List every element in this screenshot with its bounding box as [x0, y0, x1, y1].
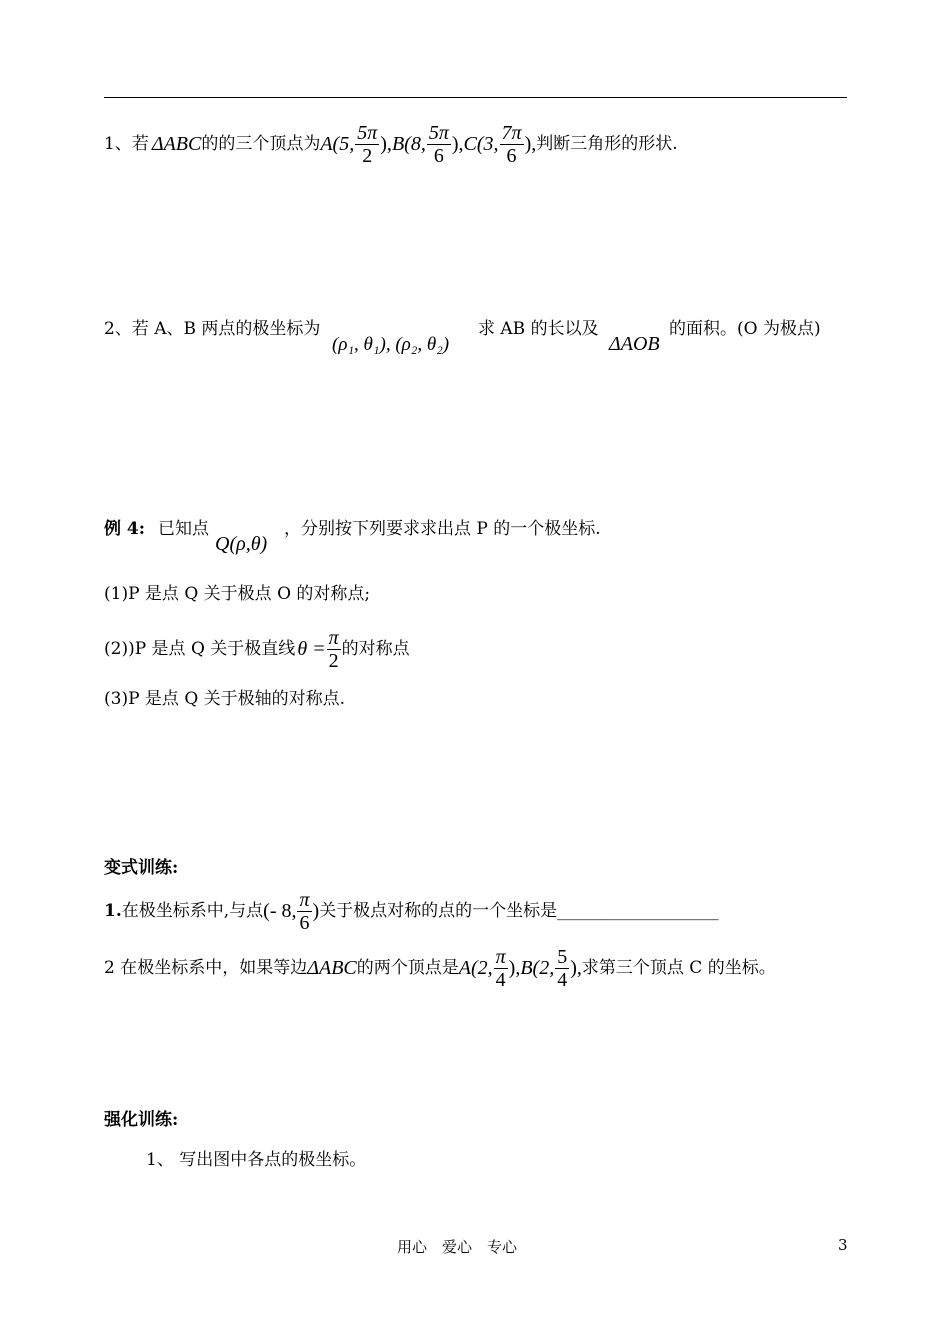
variant-heading: 变式训练: — [104, 858, 179, 878]
variant-l1-close: ) — [312, 900, 320, 922]
variant-l2-point-a: A(2, — [458, 957, 493, 979]
variant-l2-tail: 求第三个顶点 C 的坐标。 — [581, 957, 776, 978]
ex4-pre: 已知点 — [158, 519, 209, 539]
ex4-theta: θ = — [297, 638, 326, 660]
variant-l1-open: (- 8, — [263, 900, 297, 922]
ex4-point-q: Q(ρ,θ) — [215, 533, 268, 555]
ex4-item-1: (1)P 是点 Q 关于极点 O 的对称点; — [104, 584, 371, 604]
footer-motto: 用心 爱心 专心 — [397, 1238, 518, 1256]
q1-paren-c: ), — [524, 133, 537, 155]
variant-l2-frac-b: $\frac{5}{4}$ — [557, 945, 568, 991]
q1-paren-b: ), — [451, 133, 464, 155]
q1-frac-a: $\frac{5\pi}{2}$ — [357, 121, 378, 167]
variant-l2-paren-b: ), — [570, 957, 582, 979]
q2-mid: 求 AB 的长以及 — [478, 319, 599, 339]
variant-l2-paren-a: ), — [508, 957, 521, 979]
variant-l2-mid: 的两个顶点是 — [356, 957, 459, 978]
variant-line-2 — [104, 942, 776, 994]
q1-point-c: C(3, — [463, 133, 499, 155]
header-rule — [104, 97, 847, 98]
variant-line-1 — [104, 886, 719, 936]
variant-l1-num: 1. — [104, 900, 122, 921]
variant-l1-pre: 在极坐标系中,与点 — [121, 900, 264, 921]
variant-l2-triangle: ΔABC — [307, 957, 357, 979]
variant-l2-pre: 2 在极坐标系中，如果等边 — [104, 957, 308, 978]
q1-tail: 判断三角形的形状. — [536, 133, 678, 154]
q1-frac-b: $\frac{5\pi}{6}$ — [428, 121, 449, 167]
q1-point-a: A(5, — [320, 133, 355, 155]
q1-frac-c: $\frac{7\pi}{6}$ — [501, 121, 522, 167]
ex4-tail: ，分别按下列要求求出点 P 的一个极坐标. — [284, 519, 601, 539]
q1-point-b: B(8, — [391, 133, 426, 155]
ex4-item-2 — [104, 624, 410, 674]
q2-tail: 的面积。(O 为极点) — [669, 319, 821, 339]
variant-l2-point-b: B(2, — [520, 957, 555, 979]
ex4-item-2-tail: 的对称点 — [341, 638, 410, 659]
variant-l1-frac: $\frac{\pi}{6}$ — [299, 888, 310, 934]
q1-number: 1、若 — [104, 133, 149, 154]
strength-heading: 强化训练: — [104, 1110, 179, 1130]
q1-text: 的的三个顶点为 — [201, 133, 321, 154]
question-1 — [104, 118, 678, 170]
ex4-label: 例 4: — [104, 519, 146, 539]
q2-triangle: ΔAOB — [609, 333, 660, 355]
ex4-item-3: (3)P 是点 Q 关于极轴的对称点. — [104, 689, 346, 709]
page-number: 3 — [838, 1236, 848, 1254]
q2-coords: (ρ₁, θ₁), (ρ₂, θ₂) — [332, 334, 450, 355]
strength-line-1: 1、 写出图中各点的极坐标。 — [146, 1150, 367, 1170]
q1-triangle: ΔABC — [151, 133, 202, 155]
ex4-frac: $\frac{\pi}{2}$ — [328, 626, 339, 672]
variant-l2-frac-a: $\frac{\pi}{4}$ — [495, 945, 506, 991]
q1-paren-a: ), — [380, 133, 392, 155]
variant-l1-tail: 关于极点对称的点的一个坐标是___________________ — [319, 900, 719, 921]
q2-pre: 2、若 A、B 两点的极坐标为 — [104, 319, 321, 339]
ex4-item-2-pre: (2))P 是点 Q 关于极直线 — [104, 638, 296, 659]
